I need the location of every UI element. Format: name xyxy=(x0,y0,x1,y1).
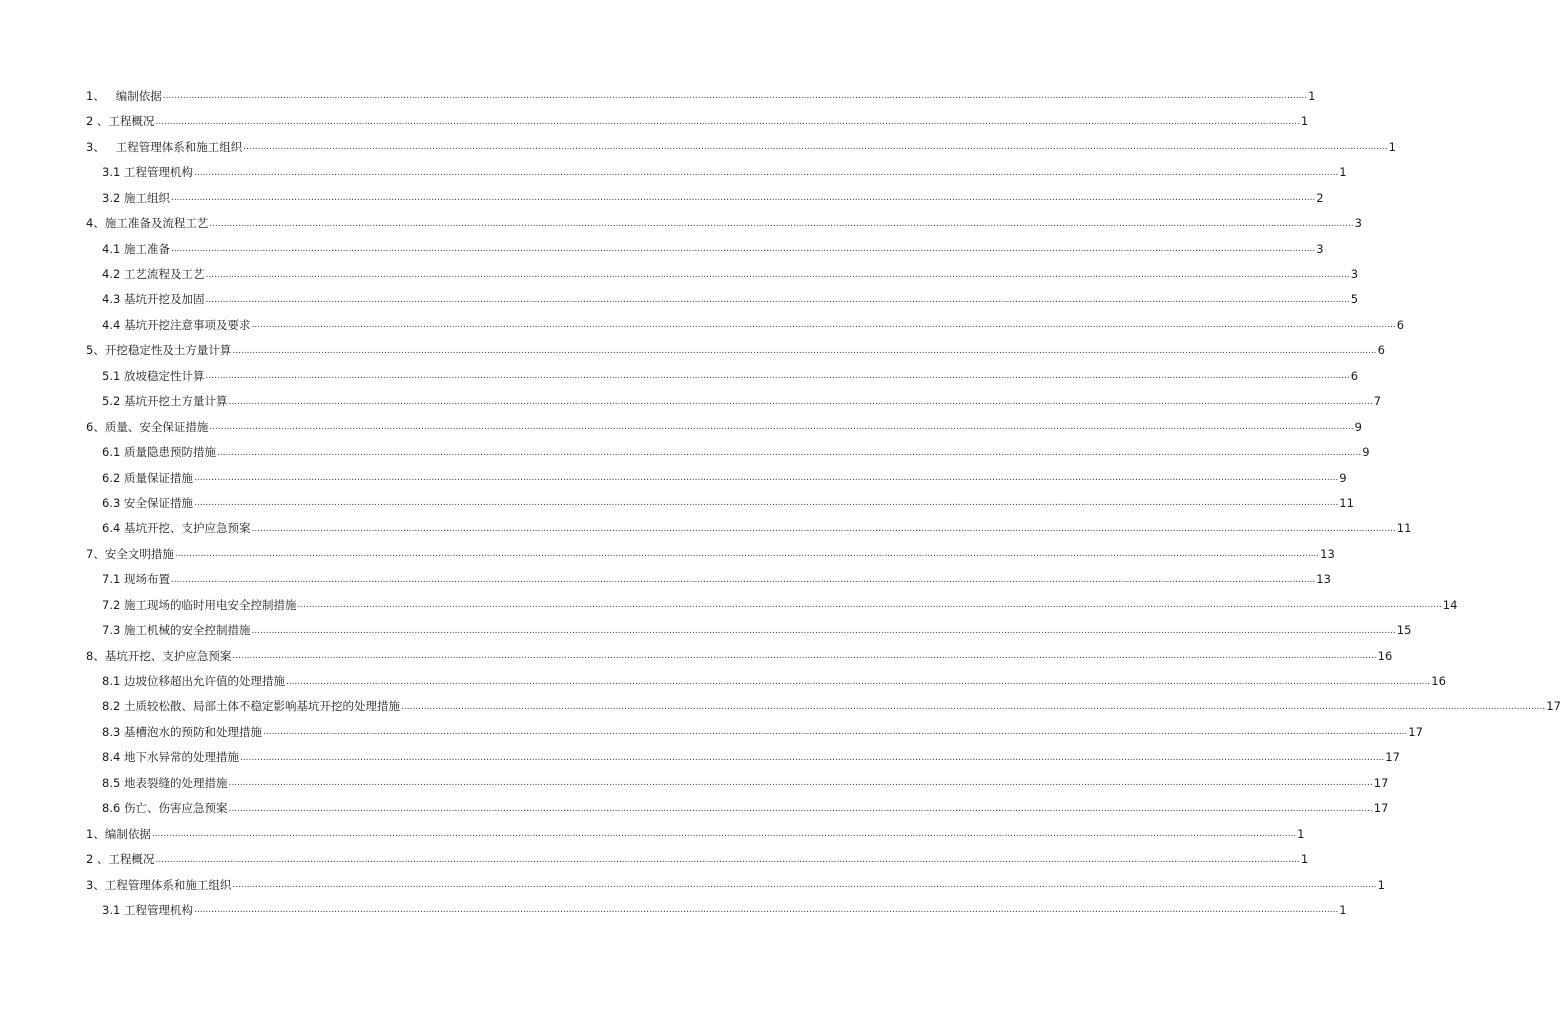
toc-entry[interactable] xyxy=(0,542,1335,567)
toc-entry-title: 7.1 现场布置 xyxy=(102,572,170,587)
toc-entry[interactable] xyxy=(0,160,1347,185)
toc-entry-page-number: 3 xyxy=(1354,216,1362,231)
toc-entry[interactable] xyxy=(0,313,1405,338)
toc-dot-leader: ................................................................................................................................................................................................................................................................................................................................................................................................................ xyxy=(205,371,1350,382)
toc-dot-leader: ................................................................................................................................................................................................................................................................................................................................................................................................................ xyxy=(297,600,1442,611)
toc-entry-page-number: 7 xyxy=(1373,394,1382,409)
toc-entry-page-number: 1 xyxy=(1339,165,1347,180)
toc-dot-leader: ................................................................................................................................................................................................................................................................................................................................................................................................................ xyxy=(251,320,1396,331)
toc-entry[interactable] xyxy=(0,873,1385,898)
toc-entry-title: 5.1 放坡稳定性计算 xyxy=(102,368,205,383)
toc-entry[interactable] xyxy=(0,186,1324,211)
toc-entry-title: 6、质量、安全保证措施 xyxy=(86,419,209,434)
toc-dot-leader: ................................................................................................................................................................................................................................................................................................................................................................................................................ xyxy=(228,803,1373,814)
toc-entry-page-number: 2 xyxy=(1316,190,1324,205)
toc-entry[interactable] xyxy=(0,237,1324,262)
toc-dot-leader: ................................................................................................................................................................................................................................................................................................................................................................................................................ xyxy=(232,345,1377,356)
toc-dot-leader: ................................................................................................................................................................................................................................................................................................................................................................................................................ xyxy=(162,91,1308,102)
toc-dot-leader: ................................................................................................................................................................................................................................................................................................................................................................................................................ xyxy=(205,294,1350,305)
toc-entry-page-number: 6 xyxy=(1350,368,1359,383)
toc-entry-page-number: 17 xyxy=(1385,750,1400,765)
toc-entry-page-number: 11 xyxy=(1396,521,1412,536)
toc-entry-title: 6.4 基坑开挖、支护应急预案 xyxy=(102,521,251,536)
toc-entry-title: 4.2 工艺流程及工艺 xyxy=(102,267,205,282)
toc-entry-page-number: 11 xyxy=(1339,495,1354,510)
toc-dot-leader: ................................................................................................................................................................................................................................................................................................................................................................................................................ xyxy=(193,167,1339,178)
toc-entry-page-number: 17 xyxy=(1373,775,1389,790)
toc-entry-title: 3.2 施工组织 xyxy=(102,190,170,205)
toc-entry-page-number: 1 xyxy=(1377,877,1385,892)
toc-entry[interactable] xyxy=(0,745,1400,770)
toc-entry[interactable] xyxy=(0,491,1354,516)
toc-dot-leader: ................................................................................................................................................................................................................................................................................................................................................................................................................ xyxy=(209,422,1354,433)
toc-entry-page-number: 1 xyxy=(1297,826,1305,841)
toc-entry[interactable] xyxy=(0,822,1305,847)
toc-entry-page-number: 6 xyxy=(1396,317,1405,332)
toc-entry-page-number: 1 xyxy=(1388,139,1396,154)
toc-dot-leader: ................................................................................................................................................................................................................................................................................................................................................................................................................ xyxy=(228,396,1373,407)
toc-entry[interactable] xyxy=(0,567,1331,592)
toc-entry-title: 4.3 基坑开挖及加固 xyxy=(102,292,205,307)
toc-entry[interactable] xyxy=(0,338,1385,363)
toc-entry[interactable] xyxy=(0,135,1396,160)
toc-entry-title: 2 、工程概况 xyxy=(86,114,155,129)
toc-entry-title: 8、基坑开挖、支护应急预案 xyxy=(86,648,232,663)
toc-entry-title: 7.2 施工现场的临时用电安全控制措施 xyxy=(102,597,297,612)
toc-entry[interactable] xyxy=(0,211,1362,236)
toc-entry-page-number: 13 xyxy=(1320,546,1335,561)
toc-entry-page-number: 1 xyxy=(1308,88,1316,103)
toc-entry-title: 3.1 工程管理机构 xyxy=(102,902,193,917)
toc-entry-page-number: 1 xyxy=(1300,114,1309,129)
toc-entry[interactable] xyxy=(0,898,1347,923)
toc-dot-leader: ................................................................................................................................................................................................................................................................................................................................................................................................................ xyxy=(205,269,1350,280)
toc-dot-leader: ................................................................................................................................................................................................................................................................................................................................................................................................................ xyxy=(155,854,1300,865)
toc-entry[interactable] xyxy=(0,109,1309,134)
toc-entry[interactable] xyxy=(0,288,1359,313)
toc-entry-page-number: 9 xyxy=(1362,445,1370,460)
toc-entry-page-number: 3 xyxy=(1350,267,1359,282)
toc-entry-title: 8.2 土质较松散、局部土体不稳定影响基坑开挖的处理措施 xyxy=(102,699,400,714)
toc-entry[interactable] xyxy=(0,695,1561,720)
toc-dot-leader: ................................................................................................................................................................................................................................................................................................................................................................................................................ xyxy=(193,498,1339,509)
toc-entry-title: 7、安全文明措施 xyxy=(86,546,174,561)
toc-entry[interactable] xyxy=(0,796,1389,821)
toc-entry-title: 6.1 质量隐患预防措施 xyxy=(102,445,216,460)
toc-entry[interactable] xyxy=(0,84,1316,109)
toc-dot-leader: ................................................................................................................................................................................................................................................................................................................................................................................................................ xyxy=(193,473,1339,483)
toc-dot-leader: ................................................................................................................................................................................................................................................................................................................................................................................................................ xyxy=(400,701,1546,712)
toc-entry-page-number: 3 xyxy=(1316,241,1324,256)
toc-entry-title: 5、开挖稳定性及土方量计算 xyxy=(86,343,232,358)
toc-dot-leader: ................................................................................................................................................................................................................................................................................................................................................................................................................ xyxy=(209,218,1354,229)
toc-entry[interactable] xyxy=(0,720,1423,745)
toc-entry[interactable] xyxy=(0,364,1359,389)
toc-entry-page-number: 16 xyxy=(1377,648,1393,663)
toc-entry-title: 7.3 施工机械的安全控制措施 xyxy=(102,623,251,638)
toc-entry[interactable] xyxy=(0,669,1446,694)
toc-dot-leader: ................................................................................................................................................................................................................................................................................................................................................................................................................ xyxy=(170,193,1316,204)
toc-dot-leader: ................................................................................................................................................................................................................................................................................................................................................................................................................ xyxy=(193,905,1339,916)
toc-entry[interactable] xyxy=(0,415,1362,440)
toc-entry-title: 1、编制依据 xyxy=(86,826,151,841)
toc-entry-title: 6.2 质量保证措施 xyxy=(102,470,193,485)
toc-entry-title: 5.2 基坑开挖土方量计算 xyxy=(102,394,228,409)
toc-entry-page-number: 1 xyxy=(1300,852,1309,867)
toc-entry-title: 8.5 地表裂缝的处理措施 xyxy=(102,775,228,790)
toc-entry-title: 1、 编制依据 xyxy=(86,88,162,103)
toc-dot-leader: ................................................................................................................................................................................................................................................................................................................................................................................................................ xyxy=(216,447,1362,458)
toc-entry-title: 8.1 边坡位移超出允许值的处理措施 xyxy=(102,674,285,689)
toc-dot-leader: ................................................................................................................................................................................................................................................................................................................................................................................................................ xyxy=(174,549,1320,560)
toc-entry-page-number: 6 xyxy=(1377,343,1385,358)
toc-entry[interactable] xyxy=(0,618,1412,643)
toc-entry-page-number: 13 xyxy=(1316,572,1331,587)
toc-dot-leader: ................................................................................................................................................................................................................................................................................................................................................................................................................ xyxy=(251,625,1396,636)
toc-entry-title: 6.3 安全保证措施 xyxy=(102,495,193,510)
toc-entry-title: 3、 工程管理体系和施工组织 xyxy=(86,139,243,154)
toc-entry[interactable] xyxy=(0,644,1393,669)
toc-entry-title: 8.4 地下水异常的处理措施 xyxy=(102,750,239,765)
toc-dot-leader: ................................................................................................................................................................................................................................................................................................................................................................................................................ xyxy=(151,829,1297,840)
toc-entry[interactable] xyxy=(0,466,1347,491)
toc-entry-title: 2 、工程概况 xyxy=(86,852,155,867)
toc-entry-page-number: 5 xyxy=(1350,292,1359,307)
toc-entry[interactable] xyxy=(0,847,1309,872)
toc-dot-leader: ................................................................................................................................................................................................................................................................................................................................................................................................................ xyxy=(285,676,1431,687)
toc-entry-page-number: 17 xyxy=(1546,699,1561,714)
toc-entry-page-number: 17 xyxy=(1408,724,1423,739)
toc-entry[interactable] xyxy=(0,593,1458,618)
toc-entry[interactable] xyxy=(0,262,1359,287)
toc-entry-page-number: 15 xyxy=(1396,623,1412,638)
toc-dot-leader: ................................................................................................................................................................................................................................................................................................................................................................................................................ xyxy=(232,651,1377,662)
toc-entry-title: 4、施工准备及流程工艺 xyxy=(86,216,209,231)
toc-entry-title: 3、工程管理体系和施工组织 xyxy=(86,877,232,892)
toc-entry-page-number: 17 xyxy=(1373,801,1389,816)
toc-dot-leader: ................................................................................................................................................................................................................................................................................................................................................................................................................ xyxy=(170,574,1316,585)
toc-entry-title: 3.1 工程管理机构 xyxy=(102,165,193,180)
toc-entry[interactable] xyxy=(0,440,1370,465)
toc-dot-leader: ................................................................................................................................................................................................................................................................................................................................................................................................................ xyxy=(262,727,1408,738)
toc-dot-leader: ................................................................................................................................................................................................................................................................................................................................................................................................................ xyxy=(251,523,1396,534)
toc-entry-page-number: 14 xyxy=(1442,597,1458,612)
toc-entry-title: 4.1 施工准备 xyxy=(102,241,170,256)
toc-entry-page-number: 9 xyxy=(1354,419,1362,434)
toc-entry-title: 8.3 基槽泡水的预防和处理措施 xyxy=(102,724,262,739)
toc-dot-leader: ................................................................................................................................................................................................................................................................................................................................................................................................................ xyxy=(155,116,1300,127)
toc-entry[interactable] xyxy=(0,771,1389,796)
toc-entry[interactable] xyxy=(0,389,1382,414)
toc-entry-page-number: 16 xyxy=(1431,674,1446,689)
toc-dot-leader: ................................................................................................................................................................................................................................................................................................................................................................................................................ xyxy=(243,142,1388,153)
toc-entry-page-number: 9 xyxy=(1339,470,1347,485)
toc-entry-title: 8.6 伤亡、伤害应急预案 xyxy=(102,801,228,816)
toc-entry[interactable] xyxy=(0,516,1412,541)
toc-dot-leader: ................................................................................................................................................................................................................................................................................................................................................................................................................ xyxy=(228,778,1373,789)
toc-dot-leader: ................................................................................................................................................................................................................................................................................................................................................................................................................ xyxy=(170,244,1316,255)
toc-entry-page-number: 1 xyxy=(1339,902,1347,917)
toc-entry-title: 4.4 基坑开挖注意事项及要求 xyxy=(102,317,251,332)
toc-dot-leader: ................................................................................................................................................................................................................................................................................................................................................................................................................ xyxy=(239,752,1385,763)
toc-dot-leader: ................................................................................................................................................................................................................................................................................................................................................................................................................ xyxy=(232,880,1377,890)
table-of-contents xyxy=(0,84,1561,923)
